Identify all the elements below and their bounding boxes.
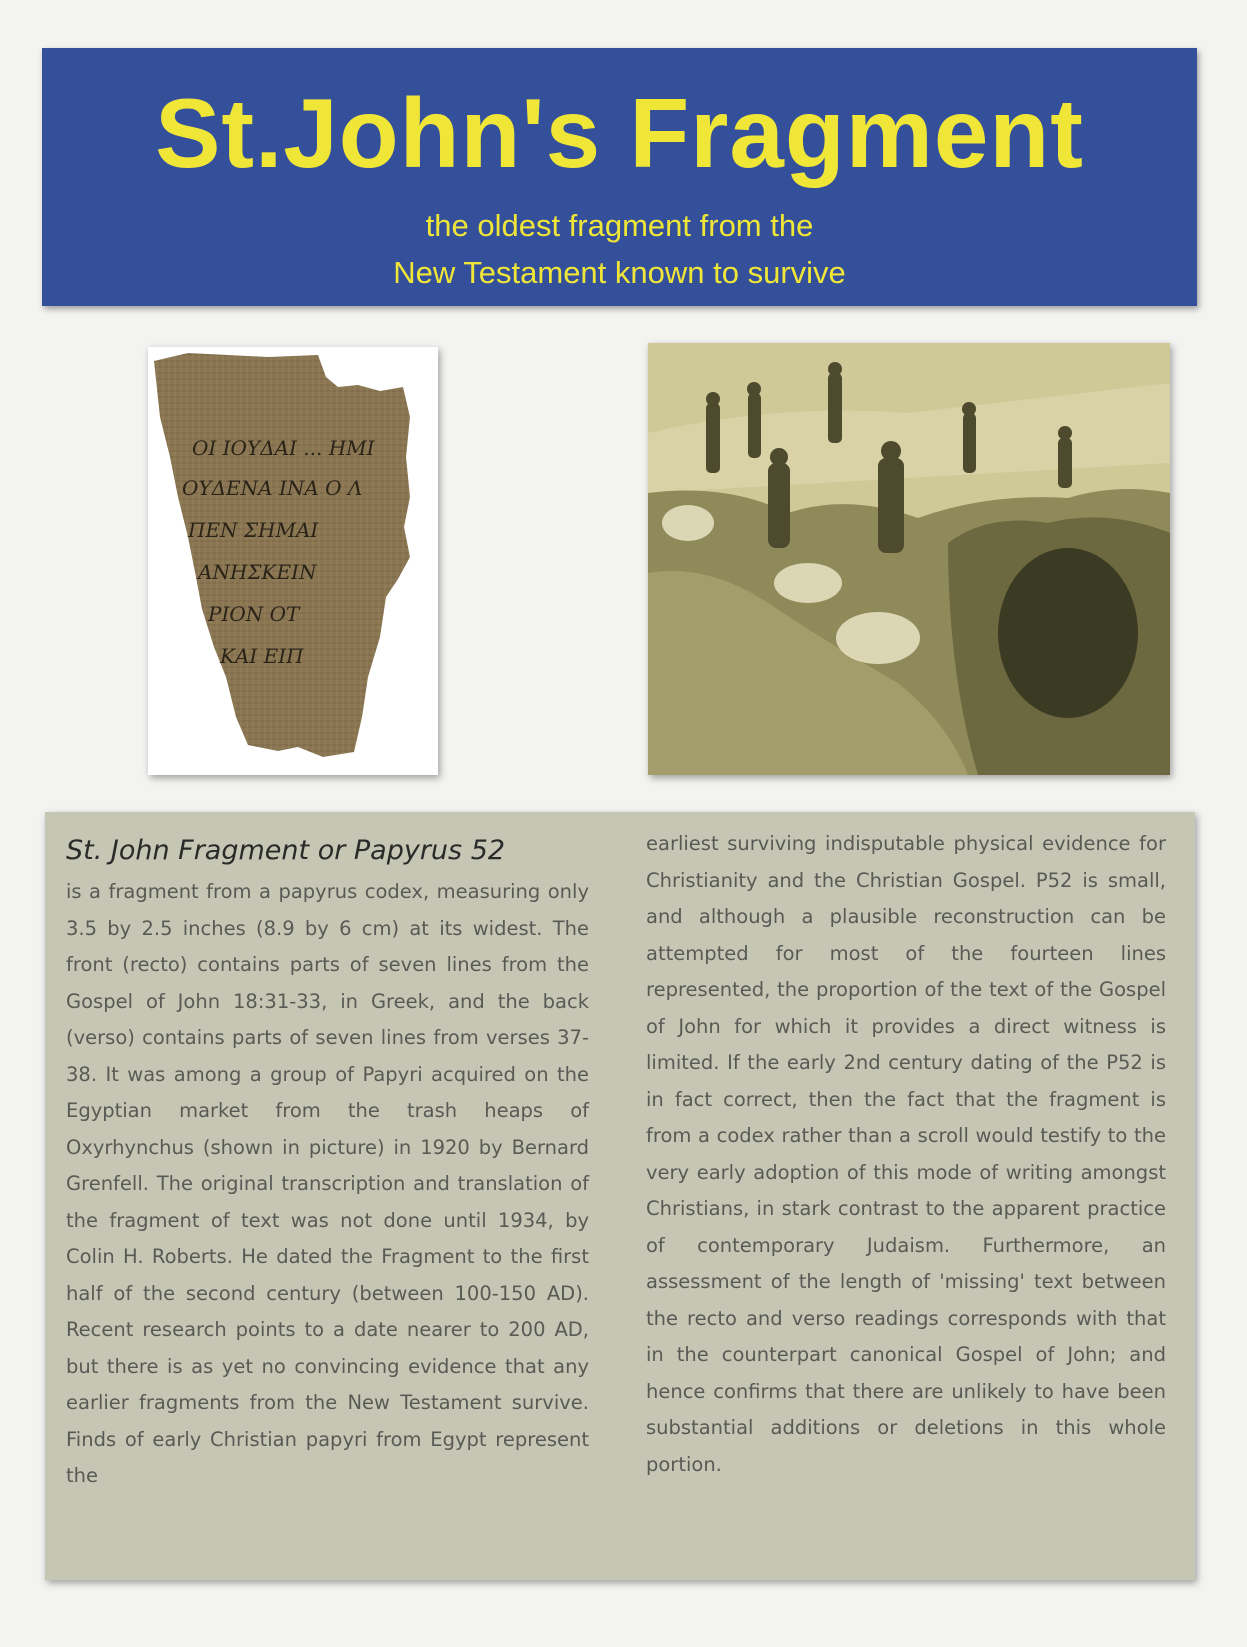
article-column-left (66, 830, 589, 1495)
subtitle-line-1: the oldest fragment from the (425, 208, 814, 243)
article-column-right (646, 826, 1166, 1483)
greek-line-2: ΟΥΔΕΝΑ ΙΝΑ Ο Λ (182, 476, 363, 500)
greek-line-4: ΑΝΗΣΚΕΙΝ (198, 560, 317, 584)
papyrus-fragment-image (148, 347, 438, 775)
subtitle-line-2: New Testament known to survive (393, 255, 846, 290)
greek-line-6: ΚΑΙ ΕΙΠ (220, 644, 304, 668)
article-heading: St. John Fragment or Papyrus 52 (66, 835, 506, 866)
oxyrhynchus-excavation-photo (648, 343, 1170, 775)
greek-line-1: ΟΙ ΙΟΥΔΑΙ ... ΗΜΙ (192, 436, 375, 460)
title-banner (42, 48, 1197, 306)
page-title: St.John's Fragment (155, 78, 1084, 188)
article-paragraph-left: is a fragment from a papyrus codex, measuring only 3.5 by 2.5 inches (8.9 by 6 cm) at its widest. The front (recto) contains parts of seven lines from the Gospel of John 18:31-33, in Greek, and the back (verso) contains parts of seven lines from verses 37-38. It was among a group of Papyri acquired on the Egyptian market from the trash heaps of Oxyrhynchus (shown in picture) in 1920 by Bernard Grenfell. The original transcription and translation of the fragment of text was not done until 1934, by Colin H. Roberts. He dated the Fragment to the first half of the second century (between 100-150 AD). Recent research points to a date nearer to 200 AD, but there is as yet no convincing evidence that any earlier fragments from the New Testament survive. Finds of early Christian papyri from Egypt represent the (66, 880, 589, 1487)
excavation-image (648, 343, 1170, 775)
greek-line-3: ΠΕΝ ΣΗΜΑΙ (188, 518, 319, 542)
papyrus-fragment-photo (148, 347, 438, 775)
article-paragraph-right: earliest surviving indisputable physical evidence for Christianity and the Christian Gospel. P52 is small, and although a plausible reconstruction can be attempted for most of the fourteen lines represented, the proportion of the text of the Gospel of John for which it provides a direct witness is limited. If the early 2nd century dating of the P52 is in fact correct, then the fact that the fragment is from a codex rather than a scroll would testify to the very early adoption of this mode of writing amongst Christians, in stark contrast to the apparent practice of contemporary Judaism. Furthermore, an assessment of the length of 'missing' text between the recto and verso readings corresponds with that in the counterpart canonical Gospel of John; and hence confirms that there are unlikely to have been substantial additions or deletions in this whole portion. (646, 832, 1166, 1476)
page-subtitle (42, 202, 1197, 296)
greek-line-5: ΡΙΟΝ ΟΤ (208, 602, 300, 626)
papyrus-shape (154, 353, 410, 757)
article-panel (45, 812, 1195, 1580)
